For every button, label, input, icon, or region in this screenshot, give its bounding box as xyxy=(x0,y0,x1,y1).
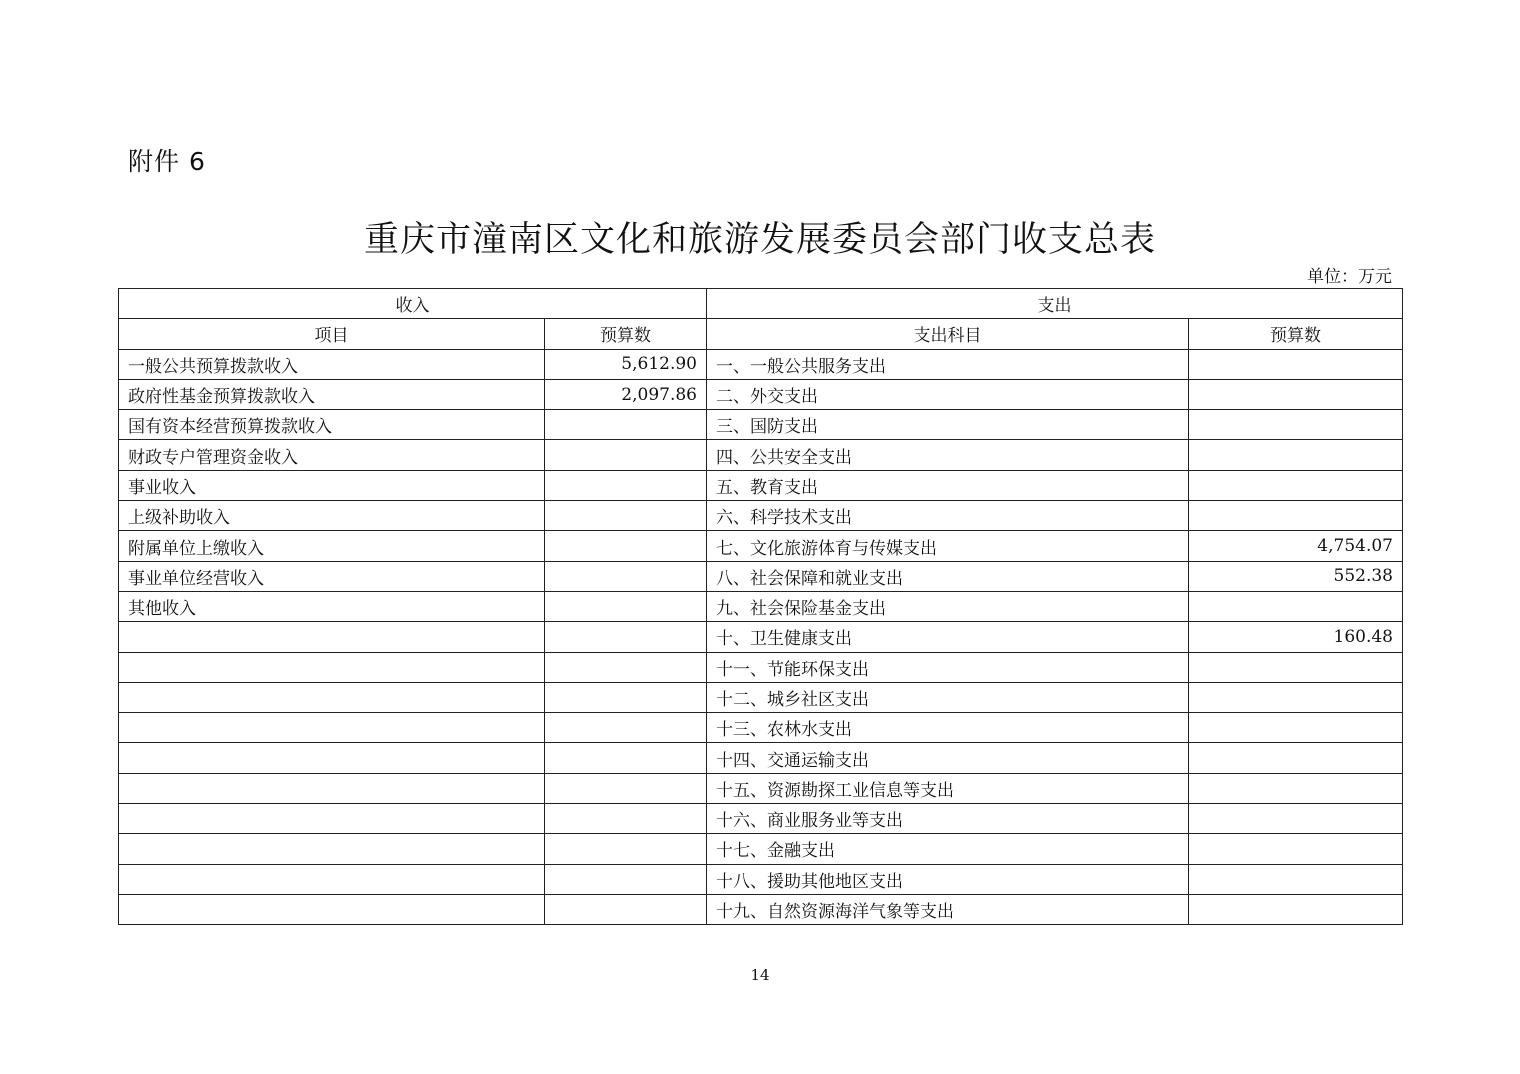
expense-item-cell: 九、社会保险基金支出 xyxy=(707,591,1189,621)
income-budget-cell: 2,097.86 xyxy=(545,379,707,409)
expense-budget-cell: 4,754.07 xyxy=(1189,531,1403,561)
income-item-cell xyxy=(119,652,545,682)
table-column-header-row xyxy=(119,319,1403,349)
expense-item-cell: 二、外交支出 xyxy=(707,379,1189,409)
expense-budget-cell xyxy=(1189,440,1403,470)
expense-budget-cell xyxy=(1189,501,1403,531)
income-item-cell: 附属单位上缴收入 xyxy=(119,531,545,561)
table-row xyxy=(119,501,1403,531)
income-item-cell: 其他收入 xyxy=(119,591,545,621)
col-expense-item: 支出科目 xyxy=(707,319,1189,349)
income-item-cell: 财政专户管理资金收入 xyxy=(119,440,545,470)
table-row xyxy=(119,531,1403,561)
expense-item-cell: 三、国防支出 xyxy=(707,410,1189,440)
table-row xyxy=(119,410,1403,440)
income-item-cell xyxy=(119,713,545,743)
income-item-cell: 上级补助收入 xyxy=(119,501,545,531)
income-budget-cell xyxy=(545,561,707,591)
income-budget-cell: 5,612.90 xyxy=(545,349,707,379)
income-item-cell xyxy=(119,682,545,712)
expense-item-cell: 十一、节能环保支出 xyxy=(707,652,1189,682)
expense-budget-cell xyxy=(1189,834,1403,864)
expense-budget-cell xyxy=(1189,379,1403,409)
income-budget-cell xyxy=(545,894,707,924)
income-budget-cell xyxy=(545,652,707,682)
expense-item-cell: 十四、交通运输支出 xyxy=(707,743,1189,773)
col-income-budget: 预算数 xyxy=(545,319,707,349)
income-item-cell: 国有资本经营预算拨款收入 xyxy=(119,410,545,440)
income-item-cell xyxy=(119,773,545,803)
expense-item-cell: 十九、自然资源海洋气象等支出 xyxy=(707,894,1189,924)
document-title: 重庆市潼南区文化和旅游发展委员会部门收支总表 xyxy=(363,220,1156,260)
income-item-cell xyxy=(119,894,545,924)
expense-budget-cell xyxy=(1189,591,1403,621)
table-row xyxy=(119,652,1403,682)
table-row xyxy=(119,349,1403,379)
table-row xyxy=(119,591,1403,621)
income-budget-cell xyxy=(545,804,707,834)
table-row xyxy=(119,682,1403,712)
income-header: 收入 xyxy=(119,289,707,319)
income-budget-cell xyxy=(545,864,707,894)
income-budget-cell xyxy=(545,622,707,652)
expense-budget-cell xyxy=(1189,804,1403,834)
expense-budget-cell xyxy=(1189,349,1403,379)
income-item-cell xyxy=(119,622,545,652)
expense-item-cell: 七、文化旅游体育与传媒支出 xyxy=(707,531,1189,561)
table-row xyxy=(119,804,1403,834)
expense-item-cell: 五、教育支出 xyxy=(707,470,1189,500)
income-item-cell xyxy=(119,743,545,773)
expense-item-cell: 一、一般公共服务支出 xyxy=(707,349,1189,379)
table-row xyxy=(119,834,1403,864)
income-item-cell: 事业单位经营收入 xyxy=(119,561,545,591)
income-item-cell: 政府性基金预算拨款收入 xyxy=(119,379,545,409)
income-item-cell xyxy=(119,834,545,864)
table-row xyxy=(119,561,1403,591)
expense-budget-cell xyxy=(1189,410,1403,440)
income-budget-cell xyxy=(545,834,707,864)
income-item-cell: 一般公共预算拨款收入 xyxy=(119,349,545,379)
income-item-cell: 事业收入 xyxy=(119,470,545,500)
table-row xyxy=(119,622,1403,652)
expense-budget-cell: 552.38 xyxy=(1189,561,1403,591)
expense-budget-cell: 160.48 xyxy=(1189,622,1403,652)
income-budget-cell xyxy=(545,410,707,440)
expense-item-cell: 六、科学技术支出 xyxy=(707,501,1189,531)
table-row xyxy=(119,713,1403,743)
income-item-cell xyxy=(119,804,545,834)
expense-budget-cell xyxy=(1189,682,1403,712)
income-budget-cell xyxy=(545,713,707,743)
expense-budget-cell xyxy=(1189,652,1403,682)
income-budget-cell xyxy=(545,743,707,773)
table-row xyxy=(119,894,1403,924)
income-budget-cell xyxy=(545,501,707,531)
expense-item-cell: 十七、金融支出 xyxy=(707,834,1189,864)
table-row xyxy=(119,440,1403,470)
table-row xyxy=(119,743,1403,773)
expense-item-cell: 四、公共安全支出 xyxy=(707,440,1189,470)
expense-item-cell: 十五、资源勘探工业信息等支出 xyxy=(707,773,1189,803)
expense-item-cell: 十、卫生健康支出 xyxy=(707,622,1189,652)
expense-budget-cell xyxy=(1189,864,1403,894)
table-body xyxy=(119,349,1403,925)
expense-item-cell: 十八、援助其他地区支出 xyxy=(707,864,1189,894)
table-row xyxy=(119,470,1403,500)
table-row xyxy=(119,773,1403,803)
expense-item-cell: 十二、城乡社区支出 xyxy=(707,682,1189,712)
table-row xyxy=(119,379,1403,409)
income-budget-cell xyxy=(545,682,707,712)
col-expense-budget: 预算数 xyxy=(1189,319,1403,349)
col-income-item: 项目 xyxy=(119,319,545,349)
expense-item-cell: 十三、农林水支出 xyxy=(707,713,1189,743)
expense-item-cell: 八、社会保障和就业支出 xyxy=(707,561,1189,591)
unit-label: 单位：万元 xyxy=(1307,267,1392,287)
income-budget-cell xyxy=(545,591,707,621)
income-budget-cell xyxy=(545,531,707,561)
page-number: 14 xyxy=(750,966,770,984)
income-budget-cell xyxy=(545,440,707,470)
expense-header: 支出 xyxy=(707,289,1403,319)
income-budget-cell xyxy=(545,470,707,500)
budget-table xyxy=(118,288,1403,925)
expense-budget-cell xyxy=(1189,773,1403,803)
table-row xyxy=(119,864,1403,894)
expense-budget-cell xyxy=(1189,713,1403,743)
expense-budget-cell xyxy=(1189,470,1403,500)
table-group-header-row xyxy=(119,289,1403,319)
attachment-label: 附件 6 xyxy=(128,147,206,176)
expense-budget-cell xyxy=(1189,743,1403,773)
income-budget-cell xyxy=(545,773,707,803)
income-item-cell xyxy=(119,864,545,894)
expense-item-cell: 十六、商业服务业等支出 xyxy=(707,804,1189,834)
expense-budget-cell xyxy=(1189,894,1403,924)
